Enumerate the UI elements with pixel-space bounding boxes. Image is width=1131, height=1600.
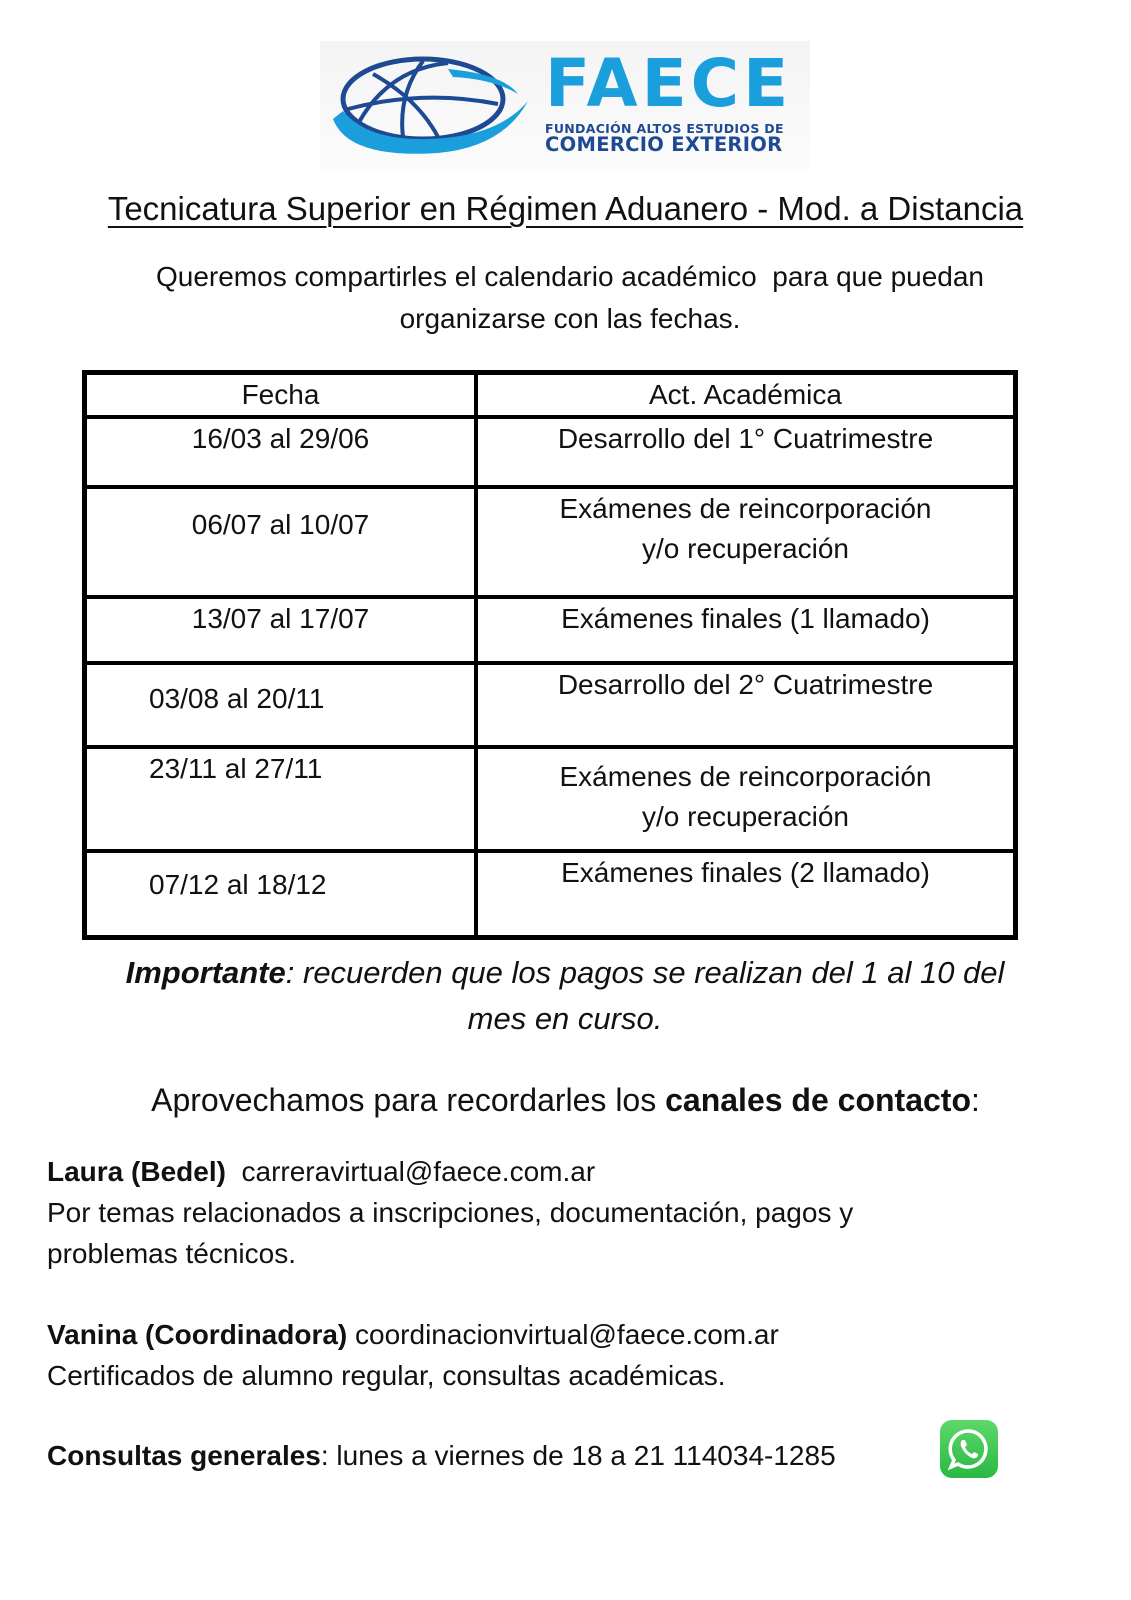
contact-channels-heading <box>0 1082 1131 1119</box>
row-date: 07/12 al 18/12 <box>85 851 477 938</box>
row-date: 13/07 al 17/07 <box>85 597 477 663</box>
contact-desc-2: problemas técnicos. <box>47 1238 297 1269</box>
contact-vanina <box>47 1314 1047 1396</box>
table-row <box>85 747 1016 851</box>
row-activity: Exámenes de reincorporación y/o recuperación <box>476 747 1016 851</box>
general-inquiries <box>47 1435 1047 1476</box>
row-date: 16/03 al 29/06 <box>85 417 477 487</box>
row-activity: Desarrollo del 1° Cuatrimestre <box>476 417 1016 487</box>
table-row <box>85 851 1016 938</box>
channels-bold: canales de contacto <box>665 1082 971 1118</box>
contact-desc-1: Certificados de alumno regular, consultas académicas. <box>47 1360 726 1391</box>
logo-subtitle-2: COMERCIO EXTERIOR <box>545 133 783 156</box>
faece-logo <box>320 41 810 169</box>
table-row <box>85 663 1016 747</box>
header-activity: Act. Académica <box>476 373 1016 418</box>
channels-intro: Aprovechamos para recordarles los <box>151 1082 666 1118</box>
table-header-row <box>85 373 1016 418</box>
contact-name: Laura (Bedel) <box>47 1156 226 1187</box>
table-row <box>85 417 1016 487</box>
intro-text <box>80 256 1060 340</box>
intro-line-1: Queremos compartirles el calendario académico para que puedan <box>155 261 985 292</box>
channels-suffix: : <box>971 1082 980 1118</box>
row-date: 23/11 al 27/11 <box>85 747 477 851</box>
contact-name: Vanina (Coordinadora) <box>47 1319 348 1350</box>
contact-desc-1: Por temas relacionados a inscripciones, documentación, pagos y <box>47 1197 854 1228</box>
contact-laura <box>47 1151 1047 1274</box>
header-date: Fecha <box>85 373 477 418</box>
academic-calendar-table <box>82 370 1018 940</box>
general-text: : lunes a viernes de 18 a 21 114034-1285 <box>320 1440 836 1471</box>
page-title: Tecnicatura Superior en Régimen Aduanero - Mod. a Distancia <box>107 190 1024 227</box>
logo-wordmark: FAECE <box>545 45 793 122</box>
notice-label: Importante <box>125 955 286 990</box>
contact-email[interactable]: coordinacionvirtual@faece.com.ar <box>355 1319 779 1350</box>
intro-line-2: organizarse con las fechas. <box>399 303 741 334</box>
row-date: 03/08 al 20/11 <box>85 663 477 747</box>
logo-subtitle-1: FUNDACIÓN ALTOS ESTUDIOS DE <box>545 121 784 136</box>
row-date: 06/07 al 10/07 <box>85 487 477 597</box>
notice-text-1: : recuerden que los pagos se realizan del 1 al 10 del <box>285 955 1005 990</box>
general-label: Consultas generales <box>47 1440 321 1471</box>
whatsapp-icon[interactable] <box>940 1420 998 1478</box>
row-activity: Exámenes de reincorporación y/o recuperación <box>476 487 1016 597</box>
row-activity: Exámenes finales (1 llamado) <box>476 597 1016 663</box>
table-row <box>85 597 1016 663</box>
table-row <box>85 487 1016 597</box>
globe-swoosh-icon <box>328 49 538 161</box>
payment-notice <box>60 950 1070 1042</box>
contact-email[interactable]: carreravirtual@faece.com.ar <box>241 1156 596 1187</box>
row-activity: Desarrollo del 2° Cuatrimestre <box>476 663 1016 747</box>
row-activity: Exámenes finales (2 llamado) <box>476 851 1016 938</box>
notice-text-2: mes en curso. <box>467 1001 663 1036</box>
